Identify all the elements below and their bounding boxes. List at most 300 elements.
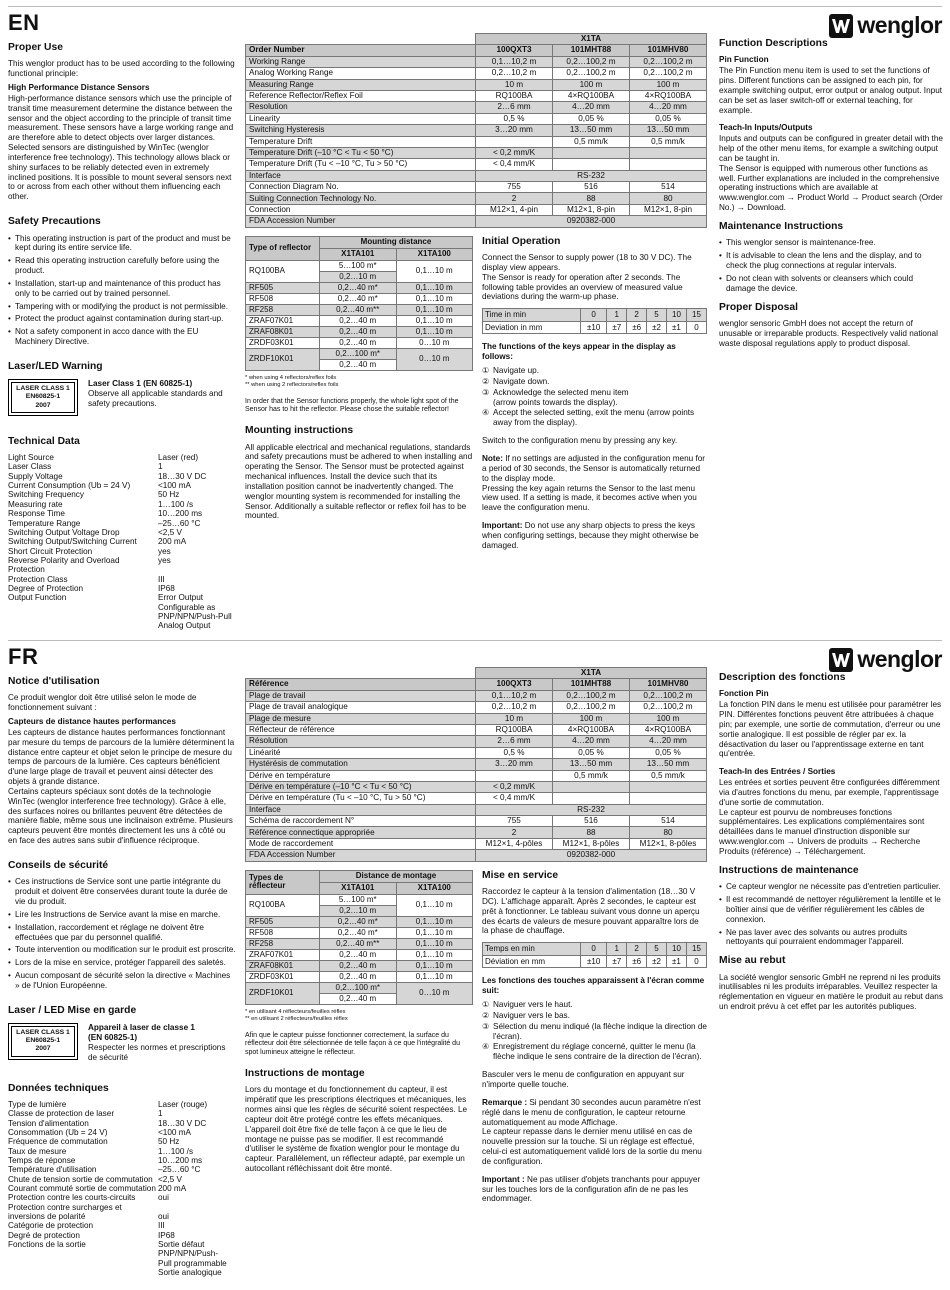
spec-value: 0920382-000 <box>476 850 707 861</box>
keys-heading: Les fonctions des touches apparaissent à l'écran comme suit: <box>482 976 705 996</box>
section-en <box>0 0 950 630</box>
reflector-row <box>246 260 473 271</box>
deviation-header-cell: 10 <box>666 943 686 956</box>
laser-class-block <box>8 379 236 415</box>
spec-row <box>246 827 707 838</box>
tech-value: 200 mA <box>158 537 187 547</box>
key-number-icon: ① <box>482 1000 490 1010</box>
laser-class-block <box>8 1023 236 1062</box>
reflector-row <box>246 304 473 315</box>
reflector-distance: 0,2…100 m* <box>320 982 397 993</box>
spec-label: Résolution <box>246 736 476 747</box>
teach-in-heading: Teach-In des Entrées / Sorties <box>719 767 836 777</box>
maintenance-item: • Il est recommandé de nettoyer régulièrement la lentille et le boîtier ainsi que de vérifier régulièrement les câbles de connexion. <box>719 895 944 925</box>
maintenance-item: • This wenglor sensor is maintenance-free. <box>719 238 944 248</box>
key-number-icon: ③ <box>482 1021 490 1031</box>
deviation-cell: ±10 <box>581 321 607 334</box>
tech-value: <2,5 V <box>158 1174 182 1184</box>
reflector-distance-x1ta100: 0,1…10 m <box>396 894 473 916</box>
mounting-distance-header: Distance de montage <box>320 870 473 882</box>
spec-value: 0,2…10,2 m <box>476 68 553 79</box>
technical-data-row <box>8 1193 236 1202</box>
laser-class-note: Observe all applicable standards and safety precautions. <box>88 389 223 408</box>
technical-data-row <box>8 528 236 537</box>
technical-data-row <box>8 1137 236 1146</box>
tech-key: Classe de protection de laser <box>8 1109 115 1119</box>
tech-key: Degree of Protection <box>8 583 84 593</box>
spec-value: 514 <box>630 816 707 827</box>
reflector-distance: 0,2…100 m* <box>320 348 397 359</box>
reflector-note: In order that the Sensor functions properly, the whole light spot of the Sensor has to hit the reflector. Please chose the suitable reflector! <box>245 397 459 414</box>
logo-text: wenglor <box>857 646 942 672</box>
spec-value: 0,2…100,2 m <box>630 702 707 713</box>
important-text: Do not use any sharp objects to press the keys when configuring settings, because they might otherwise be damaged. <box>482 521 699 550</box>
logo-text: wenglor <box>857 12 942 38</box>
tech-value: 1…100 /s <box>158 1146 194 1156</box>
spec-header-row <box>246 679 707 690</box>
spec-row <box>246 204 707 215</box>
laser-description <box>88 379 236 409</box>
reflector-distance: 5…100 m* <box>320 894 397 905</box>
tech-value: 50 Hz <box>158 490 180 500</box>
spec-value: 0,2…100,2 m <box>630 56 707 67</box>
spec-row <box>246 136 707 147</box>
spec-label: Réflecteur de référence <box>246 724 476 735</box>
reflector-col-header: X1TA101 <box>320 882 397 894</box>
reflector-distance-x1ta100: 0,1…10 m <box>396 326 473 337</box>
spec-label: Suiting Connection Technology No. <box>246 193 476 204</box>
spec-empty-cell <box>630 781 707 792</box>
spacer <box>8 426 236 436</box>
spec-value: RQ100BA <box>476 724 553 735</box>
deviation-cell: ±7 <box>607 321 627 334</box>
column-middle <box>245 667 707 1290</box>
spec-value: 4…20 mm <box>553 102 630 113</box>
spacer <box>245 1058 473 1068</box>
deviation-header-cell: 1 <box>607 309 627 322</box>
reflector-type-header: Types de réflecteur <box>246 870 320 894</box>
spec-value: 88 <box>553 827 630 838</box>
spec-value: 514 <box>630 182 707 193</box>
spec-value: 3…20 mm <box>476 125 553 136</box>
spec-value: 0920382-000 <box>476 216 707 227</box>
safety-item: • Installation, start-up and maintenance of this product has only to be carried out by trained personnel. <box>8 279 236 299</box>
safety-item: • Lors de la mise en service, protéger l'appareil des saletés. <box>8 958 236 968</box>
spec-row <box>246 736 707 747</box>
disposal-heading: Mise au rebut <box>719 955 786 967</box>
reflector-distance: 0,2…40 m* <box>320 293 397 304</box>
spec-value: 4…20 mm <box>553 736 630 747</box>
deviation-header-cell: 2 <box>627 943 647 956</box>
spec-row <box>246 713 707 724</box>
key-functions-list <box>482 1000 707 1062</box>
deviation-header-row <box>483 943 707 956</box>
key-function-text: Naviguer vers le haut. <box>493 1000 573 1010</box>
spec-value: 13…50 mm <box>630 125 707 136</box>
spec-value: 0,2…100,2 m <box>630 68 707 79</box>
reflector-col-header: X1TA100 <box>396 248 473 260</box>
reflector-footnotes <box>245 375 473 390</box>
key-number-icon: ④ <box>482 408 490 418</box>
mounting-body: All applicable electrical and mechanical regulations, standards and safety precautions must be adhered to when installing and operating the Sensor. The Sensor must be protected against mechanical influences. Install the device such that its installation position cannot be inadvertently changed. The wenglor mounting system is recommended for installing the Sensor. Additionally a suitable reflector or reflex foil has to be mounted. <box>245 442 473 521</box>
laser-label-line: EN60825-1 <box>25 1037 61 1045</box>
spec-value: 4×RQ100BA <box>553 90 630 101</box>
reflector-type-header: Type of reflector <box>246 236 320 260</box>
tech-value: 1 <box>158 1109 163 1119</box>
spec-header-cell: 101MHT88 <box>553 45 630 56</box>
laser-class-label <box>8 379 78 415</box>
deviation-cell: ±7 <box>607 955 627 968</box>
spec-row <box>246 193 707 204</box>
reflector-distance: 0,2…40 m* <box>320 916 397 927</box>
proper-use-heading: Proper Use <box>8 42 63 53</box>
laser-label-inner <box>11 382 75 412</box>
initial-operation-heading: Mise en service <box>482 869 559 881</box>
safety-list <box>8 234 236 347</box>
tech-value: <100 mA <box>158 481 191 491</box>
sensor-type-heading: High Performance Distance Sensors <box>8 83 150 93</box>
maintenance-list <box>719 882 944 947</box>
reflector-name: ZRDF03K01 <box>246 337 320 348</box>
reflector-name: ZRDF03K01 <box>246 971 320 982</box>
important-label: Important : <box>482 1174 525 1184</box>
switch-config-text: Switch to the configuration menu by pressing any key. <box>482 436 678 446</box>
column-left <box>8 676 236 1277</box>
key-functions-list <box>482 366 707 428</box>
reflector-row <box>246 282 473 293</box>
spec-label: Interface <box>246 170 476 181</box>
technical-data-row <box>8 1156 236 1165</box>
tech-key: Type de lumière <box>8 1099 67 1109</box>
technical-data-row <box>8 575 236 584</box>
laser-label-inner <box>11 1026 75 1056</box>
reflector-table <box>245 870 473 1005</box>
spec-label: Interface <box>246 804 476 815</box>
tech-value: 1 <box>158 462 163 472</box>
spec-value: 10 m <box>476 79 553 90</box>
key-function-item <box>482 1011 707 1021</box>
technical-data-table <box>8 1100 236 1278</box>
spec-value: 13…50 mm <box>630 759 707 770</box>
tech-key: Fréquence de commutation <box>8 1137 108 1147</box>
reflector-name: ZRAF08K01 <box>246 326 320 337</box>
tech-key: Response Time <box>8 509 65 519</box>
reflector-distance: 0,2…40 m <box>320 315 397 326</box>
reflector-name: RF505 <box>246 282 320 293</box>
safety-item: • Tampering with or modifying the product is not permissible. <box>8 302 236 312</box>
spec-label: Plage de travail analogique <box>246 702 476 713</box>
reflector-distance-x1ta100: 0,1…10 m <box>396 293 473 304</box>
pin-function-heading: Pin Function <box>719 55 769 65</box>
spec-value: 100 m <box>553 79 630 90</box>
tech-key: Consommation (Ub = 24 V) <box>8 1127 108 1137</box>
spec-value: 4×RQ100BA <box>553 724 630 735</box>
safety-heading: Conseils de sécurité <box>8 860 109 871</box>
spec-row <box>246 147 707 158</box>
laser-class-title: Laser Class 1 (EN 60825-1) <box>88 379 193 389</box>
deviation-cell: Déviation en mm <box>483 955 581 968</box>
reflector-row <box>246 971 473 982</box>
reflector-row <box>246 293 473 304</box>
reflector-distance: 0,2…40 m <box>320 960 397 971</box>
reflector-name: RF258 <box>246 938 320 949</box>
maintenance-item: • Do not clean with solvents or cleansers which could damage the device. <box>719 274 944 294</box>
reflector-distance: 0,2…40 m** <box>320 304 397 315</box>
maintenance-heading: Maintenance Instructions <box>719 221 844 232</box>
spec-value: 10 m <box>476 713 553 724</box>
technical-data-row <box>8 453 236 462</box>
spec-value: 0,5 % <box>476 747 553 758</box>
laser-label-line: EN60825-1 <box>25 393 61 401</box>
spec-empty-cell <box>553 793 630 804</box>
reflector-distance: 0,2…40 m* <box>320 282 397 293</box>
spec-label: Temperature Drift <box>246 136 476 147</box>
tech-key: Switching Frequency <box>8 490 84 500</box>
laser-warning-heading: Laser / LED Mise en garde <box>8 1004 137 1016</box>
footnote: ** when using 2 reflectors/reflex foils <box>245 382 339 389</box>
reflector-distance: 0,2…40 m** <box>320 938 397 949</box>
spec-row <box>246 170 707 181</box>
spec-label: Dérive en température (Tu < –10 °C, Tu > 50 °C) <box>246 793 476 804</box>
note-label: Remarque : <box>482 1097 528 1107</box>
specification-table <box>245 667 707 862</box>
spec-value: 755 <box>476 816 553 827</box>
spec-group-row <box>246 34 707 45</box>
tech-key: Température d'utilisation <box>8 1165 97 1175</box>
spec-value: 0,5 mm/k <box>553 770 630 781</box>
tech-value: 18…30 V DC <box>158 471 207 481</box>
note-text: If no settings are adjusted in the configuration menu for a period of 30 seconds, the Sensor is automatically returned to the display mode. Pressing the key again returns the Sensor to the last menu view used. If a setting is made, it becomes active when you leave the configuration menu. <box>482 453 706 513</box>
spec-row <box>246 182 707 193</box>
deviation-header-cell: Temps en min <box>483 943 581 956</box>
technical-data-row <box>8 1175 236 1184</box>
tech-value: Sortie défaut PNP/NPN/Push- Pull programmable Sortie analogique <box>158 1240 227 1278</box>
reflector-distance: 0,2…10 m <box>320 905 397 916</box>
spec-value: 4×RQ100BA <box>630 724 707 735</box>
laser-label-line: 2007 <box>35 1045 51 1053</box>
technical-data-row <box>8 490 236 499</box>
spec-row <box>246 816 707 827</box>
spec-row <box>246 804 707 815</box>
tech-key: Courant commuté sortie de commutation <box>8 1183 156 1193</box>
deviation-cell: Deviation in mm <box>483 321 581 334</box>
spec-label: Plage de mesure <box>246 713 476 724</box>
wenglor-logo-icon <box>829 14 853 38</box>
note-paragraph <box>482 454 707 513</box>
keys-heading: The functions of the keys appear in the display as follows: <box>482 342 676 362</box>
spec-label: Dérive en température (–10 °C < Tu < 50 °C) <box>246 781 476 792</box>
spec-value: 0,05 % <box>553 747 630 758</box>
technical-data-row <box>8 1165 236 1174</box>
tech-value: oui <box>158 1211 169 1221</box>
tech-value: oui <box>158 1193 169 1203</box>
proper-use-body: Les capteurs de distance hautes performances fonctionnant par mesure du temps de parcours de la lumière déterminent la distance entre capteur et objet selon le principe de mesure du temps de parcours de la lumière. Ces capteurs bénéficient d'une large plage de travail et peuvent ainsi détecter des objets à grande distance. Certains capteurs spéciaux sont dotés de la technologie WinTec (wenglor interference free technology). Grâce à elle, des surfaces noires ou brillantes peuvent être détectées de manière fiable, même sous une inclinaison extrême. Plusieurs capteurs peuvent être montés directement les uns à côté ou en face des autres sans subir d'influence réciproque. <box>8 727 235 846</box>
maintenance-heading: Instructions de maintenance <box>719 864 859 876</box>
key-number-icon: ② <box>482 1010 490 1020</box>
spec-value: 100 m <box>630 713 707 724</box>
key-number-icon: ④ <box>482 1042 490 1052</box>
spec-row <box>246 793 707 804</box>
spec-header-cell: 101MHV80 <box>630 45 707 56</box>
spec-value <box>476 770 553 781</box>
reflector-name: RF505 <box>246 916 320 927</box>
spec-value: M12×1, 4-pôles <box>476 838 553 849</box>
tech-value: Error Output Configurable as PNP/NPN/Push-Pull Analog Output <box>158 593 232 631</box>
tech-key: Output Function <box>8 593 67 603</box>
safety-list <box>8 877 236 990</box>
laser-class-title: Appareil à laser de classe 1 (EN 60825-1) <box>88 1023 195 1042</box>
spec-row <box>246 159 707 170</box>
key-function-text: Enregistrement du réglage concerné, quitter le menu (la flèche indique le sens contraire de la direction de l'écran). <box>493 1042 702 1062</box>
spec-label: Linearity <box>246 113 476 124</box>
reflector-row <box>246 348 473 359</box>
column-right <box>719 38 944 352</box>
reflector-name: RQ100BA <box>246 894 320 916</box>
initial-operation-body: Connect the Sensor to supply power (18 to 30 V DC). The display view appears. The Sensor is ready for operation after 2 seconds. The following table provides an overview of measured value deviations during the warm-up phase. <box>482 252 692 302</box>
wenglor-logo <box>829 12 942 39</box>
spec-value: 2…6 mm <box>476 102 553 113</box>
spec-row <box>246 102 707 113</box>
technical-data-row <box>8 1184 236 1193</box>
reflector-distance-x1ta100: 0,1…10 m <box>396 938 473 949</box>
spec-value: 516 <box>553 816 630 827</box>
reflector-row <box>246 949 473 960</box>
spec-header-cell: Référence <box>246 679 476 690</box>
tech-key: Temps de réponse <box>8 1155 76 1165</box>
spec-value: 80 <box>630 193 707 204</box>
tech-value: 10…200 ms <box>158 509 203 519</box>
mounting-distance-header: Mounting distance <box>320 236 473 248</box>
tech-key: Reverse Polarity and Overload Protection <box>8 555 120 575</box>
technical-data-row <box>8 1109 236 1118</box>
reflector-name: ZRDF10K01 <box>246 982 320 1004</box>
tech-key: Laser Class <box>8 462 52 472</box>
reflector-row <box>246 960 473 971</box>
key-function-item <box>482 388 707 408</box>
tech-key: Protection contre surcharges et inversions de polarité <box>8 1202 122 1221</box>
reflector-row <box>246 927 473 938</box>
reflector-distance-x1ta100: 0…10 m <box>396 348 473 370</box>
function-descriptions-heading: Function Descriptions <box>719 38 828 49</box>
laser-label-line: LASER CLASS 1 <box>16 385 70 393</box>
reflector-name: ZRDF10K01 <box>246 348 320 370</box>
pin-function-heading: Fonction Pin <box>719 689 769 699</box>
spec-value: RQ100BA <box>476 90 553 101</box>
language-code: FR <box>8 644 39 669</box>
laser-label-line: LASER CLASS 1 <box>16 1029 70 1037</box>
spec-label: Temperature Drift (Tu < –10 °C, Tu > 50 °C) <box>246 159 476 170</box>
tech-value: IP68 <box>158 1230 175 1240</box>
spec-value: 2 <box>476 193 553 204</box>
spec-value: 0,2…100,2 m <box>553 690 630 701</box>
reflector-distance: 0,2…40 m <box>320 993 397 1004</box>
spec-value: 0,1…10,2 m <box>476 690 553 701</box>
function-descriptions-heading: Description des fonctions <box>719 672 846 683</box>
tech-value: 50 Hz <box>158 1137 180 1147</box>
spec-row <box>246 690 707 701</box>
column-left <box>8 42 236 631</box>
reflector-distance-x1ta100: 0,1…10 m <box>396 260 473 282</box>
key-function-text: Navigate up. <box>493 366 539 376</box>
spec-value: 0,2…100,2 m <box>630 690 707 701</box>
reflector-row <box>246 315 473 326</box>
reflector-col-header: X1TA101 <box>320 248 397 260</box>
spec-value: < 0,4 mm/K <box>476 159 553 170</box>
proper-use-intro: This wenglor product has to be used according to the following functional principle: <box>8 59 235 79</box>
reflector-row <box>246 916 473 927</box>
teach-in-body: Les entrées et sorties peuvent être configurées différemment via d'autres fonctions du menu, par exemple, l'apprentissage d'une sortie de commutation. Le capteur est pourvu de nombreuses fonctions supplémentaires. Les explications complémentaires sont détaillées dans le manuel d'instruction disponible sur www.wenglor.com → Univers de produits → Recherche Produits (référence) → Téléchargement. <box>719 778 940 856</box>
key-number-icon: ② <box>482 376 490 386</box>
spec-empty-cell <box>553 781 630 792</box>
middle-lower <box>245 236 707 656</box>
specification-table <box>245 33 707 228</box>
spec-value: 0,05 % <box>553 113 630 124</box>
deviation-row <box>483 955 707 968</box>
spacer <box>245 415 473 425</box>
safety-item: • Read this operating instruction carefully before using the product. <box>8 256 236 276</box>
reflector-col-header: X1TA100 <box>396 882 473 894</box>
deviation-cell: ±6 <box>627 955 647 968</box>
spec-value: 516 <box>553 182 630 193</box>
technical-data-row <box>8 462 236 471</box>
technical-data-row <box>8 1240 236 1277</box>
reflector-distance: 0,2…40 m <box>320 359 397 370</box>
laser-warning-heading: Laser/LED Warning <box>8 360 103 372</box>
deviation-header-cell: 0 <box>581 943 607 956</box>
reflector-note: Afin que le capteur puisse fonctionner correctement, la surface du réflecteur doit être sélectionnée de telle façon à ce que l'intégralité du spot lumineux atteigne le réflecteur. <box>245 1031 460 1057</box>
spec-row <box>246 770 707 781</box>
tech-value: <100 mA <box>158 1127 191 1137</box>
proper-use-body: High-performance distance sensors which use the principle of transit time measurement determine the distance between the sensor and the object according to the principle of transit time measurement. These sensors have a large working range and are therefore able to detect objects over larger distances. Selected sensors are distinguished by WinTec (wenglor interference free technology). This technology allows black or shiny surfaces to be reliably detected even in extremely inclined positions. It is possible to mount several sensors next to or across from each other without them influencing each other. <box>8 93 234 202</box>
spec-row <box>246 724 707 735</box>
technical-data-row <box>8 481 236 490</box>
technical-data-row <box>8 584 236 593</box>
technical-data-row <box>8 1203 236 1222</box>
reflector-row <box>246 938 473 949</box>
spec-row <box>246 702 707 713</box>
deviation-cell: ±6 <box>627 321 647 334</box>
deviation-header-cell: 5 <box>647 943 667 956</box>
key-function-item <box>482 366 707 376</box>
tech-value: 10…200 ms <box>158 1155 203 1165</box>
technical-data-row <box>8 593 236 630</box>
deviation-cell: 0 <box>686 955 706 968</box>
reflector-name: ZRAF07K01 <box>246 315 320 326</box>
key-function-item <box>482 377 707 387</box>
reflector-row <box>246 326 473 337</box>
mounting-heading: Mounting instructions <box>245 425 354 437</box>
tech-key: Protection Class <box>8 574 68 584</box>
spec-value: 4×RQ100BA <box>630 90 707 101</box>
spec-row <box>246 759 707 770</box>
spec-header-cell: 100QXT3 <box>476 679 553 690</box>
spec-row <box>246 56 707 67</box>
spec-header-cell: 101MHT88 <box>553 679 630 690</box>
initial-operation-block <box>482 236 707 555</box>
deviation-header-cell: 2 <box>627 309 647 322</box>
maintenance-list <box>719 238 944 293</box>
technical-data-row <box>8 500 236 509</box>
spec-label: Hystérésis de commutation <box>246 759 476 770</box>
spec-value: 0,2…100,2 m <box>553 68 630 79</box>
spacer <box>8 1073 236 1083</box>
column-right <box>719 672 944 1016</box>
reflector-distance-x1ta100: 0,1…10 m <box>396 315 473 326</box>
technical-data-heading: Technical Data <box>8 435 80 447</box>
safety-item: • This operating instruction is part of the product and must be kept during its entire service life. <box>8 234 236 254</box>
tech-key: Switching Output Voltage Drop <box>8 527 120 537</box>
spec-label: Reference Reflector/Reflex Foil <box>246 90 476 101</box>
